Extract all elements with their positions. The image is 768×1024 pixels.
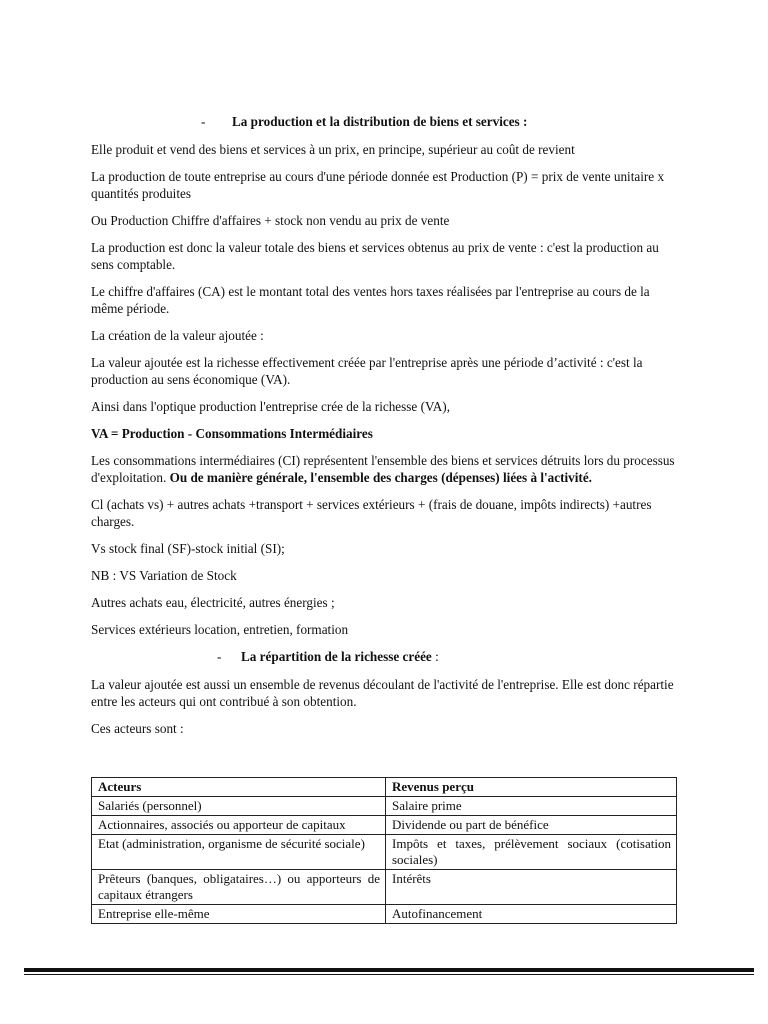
paragraph: Vs stock final (SF)-stock initial (SI); xyxy=(91,541,285,556)
va-formula: VA = Production - Consommations Intermédiaires xyxy=(91,426,373,441)
table-cell: Impôts et taxes, prélèvement sociaux (cotisation sociales) xyxy=(386,835,677,870)
paragraph: La création de la valeur ajoutée : xyxy=(91,328,264,343)
heading-dash: - xyxy=(201,114,206,129)
table-row xyxy=(92,797,677,816)
paragraph: La production de toute entreprise au cours d'une période donnée est Production (P) = prix de vente unitaire x quantités produites xyxy=(91,169,665,201)
paragraph: La valeur ajoutée est la richesse effectivement créée par l'entreprise après une période d’activité : c'est la production au sens économique (VA). xyxy=(91,355,643,387)
footer-divider-thick xyxy=(24,968,754,972)
section-heading-production xyxy=(91,113,681,130)
table-cell: Dividende ou part de bénéfice xyxy=(386,816,677,835)
table-row xyxy=(92,905,677,924)
table-row xyxy=(92,835,677,870)
table-cell: Entreprise elle-même xyxy=(92,905,386,924)
table-row xyxy=(92,870,677,905)
footer-divider-thin xyxy=(24,974,754,975)
paragraph: La production est donc la valeur totale des biens et services obtenus au prix de vente : c'est la production au sens comptable. xyxy=(91,240,659,272)
table-row xyxy=(92,816,677,835)
ci-paragraph xyxy=(91,452,681,486)
heading-text xyxy=(241,648,439,665)
ci-bold-text: Ou de manière générale, l'ensemble des charges (dépenses) liées à l'activité. xyxy=(169,470,592,485)
section-heading-repartition xyxy=(91,648,681,665)
table-cell: Salariés (personnel) xyxy=(92,797,386,816)
table-cell: Intérêts xyxy=(386,870,677,905)
table-cell: Actionnaires, associés ou apporteur de capitaux xyxy=(92,816,386,835)
actors-revenue-table xyxy=(91,777,677,924)
paragraph: La valeur ajoutée est aussi un ensemble de revenus découlant de l'activité de l'entreprise. Elle est donc répartie entre les acteurs qui ont contribué à son obtention. xyxy=(91,677,674,709)
table-cell: Autofinancement xyxy=(386,905,677,924)
table-cell: Etat (administration, organisme de sécurité sociale) xyxy=(92,835,386,870)
table-cell: Salaire prime xyxy=(386,797,677,816)
paragraph: Services extérieurs location, entretien, formation xyxy=(91,622,349,637)
heading-title: La répartition de la richesse créée xyxy=(241,649,432,664)
paragraph: Ces acteurs sont : xyxy=(91,721,184,736)
paragraph: NB : VS Variation de Stock xyxy=(91,568,237,583)
table-header-row xyxy=(92,778,677,797)
paragraph: Ainsi dans l'optique production l'entreprise crée de la richesse (VA), xyxy=(91,399,450,414)
heading-suffix: : xyxy=(431,649,439,664)
paragraph: Elle produit et vend des biens et services à un prix, en principe, supérieur au coût de revient xyxy=(91,142,575,157)
paragraph: Autres achats eau, électricité, autres énergies ; xyxy=(91,595,335,610)
heading-dash: - xyxy=(217,649,222,664)
table-cell: Prêteurs (banques, obligataires…) ou apporteurs de capitaux étrangers xyxy=(92,870,386,905)
paragraph: Cl (achats vs) + autres achats +transport + services extérieurs + (frais de douane, impôts indirects) +autres charges. xyxy=(91,497,652,529)
table-header-cell: Revenus perçu xyxy=(386,778,677,797)
paragraph: Ou Production Chiffre d'affaires + stock non vendu au prix de vente xyxy=(91,213,450,228)
heading-text: La production et la distribution de biens et services : xyxy=(232,114,528,129)
ci-text: Les consommations intermédiaires (CI) représentent l'ensemble des biens et services détruits lors du processus d'exploitation. xyxy=(91,453,675,485)
table-header-cell: Acteurs xyxy=(92,778,386,797)
paragraph: Le chiffre d'affaires (CA) est le montant total des ventes hors taxes réalisées par l'entreprise au cours de la même période. xyxy=(91,284,650,316)
document-body xyxy=(91,113,681,747)
